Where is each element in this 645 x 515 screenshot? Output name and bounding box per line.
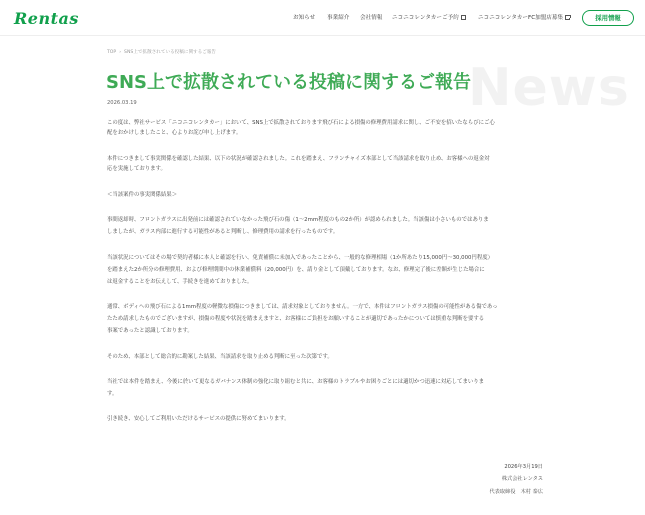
body-line: 応を実施しております。 <box>107 166 166 172</box>
recruit-button[interactable]: 採用情報 <box>582 10 634 26</box>
article-date: 2026.03.19 <box>107 100 137 106</box>
external-link-icon <box>565 15 570 20</box>
breadcrumb-separator-icon: › <box>119 50 122 55</box>
body-line: す。 <box>107 391 118 397</box>
body-line: この度は、弊社サービス「ニコニコレンタカー」において、SNS上で拡散されております飛び石による損傷の修理費用請求に関し、ご不安を招いたならびにご心 <box>107 120 495 126</box>
body-line: たため請求したものでございますが、損傷の程度や状況を踏まえますと、お客様にご負担をお願いすることが適切であったかについては慎重な判断を要する <box>107 316 485 322</box>
body-line: 本件につきまして事実関係を確認した結果、以下の状況が確認されました。これを踏まえ、フランチャイズ本部として当該請求を取り止め、お客様への返金対 <box>107 156 490 162</box>
body-line: 事間返却時、フロントガラスに出発前には確認されていなかった飛び石の傷（1〜2mm程度のもの2か所）が認められました。当該傷は小さいものではありま <box>107 217 489 223</box>
nav-fc-recruit[interactable] <box>478 13 570 21</box>
body-line: 当該状況についてはその場で契約者様に本人と確認を行い、免責補償に未加入であったことから、一般的な修理相場（1か所あたり15,000円〜30,000円程度） <box>107 255 493 261</box>
site-header <box>0 0 645 36</box>
body-line: 通常、ボディへの飛び石による1mm程度の軽微な損傷につきましては、請求対象としておりません。一方で、本件はフロントガラス損傷の可能性がある傷であっ <box>107 304 498 310</box>
nav-business-label: 事業紹介 <box>327 15 350 21</box>
nav-news[interactable] <box>293 13 315 21</box>
news-watermark: News <box>468 58 630 118</box>
body-line: 事案であったと認識しております。 <box>107 328 193 334</box>
body-line: 当社では本件を踏まえ、今後に於いて更なるガバナンス体制の強化に取り組むと共に、お客様のトラブルやお困りごとには適切かつ迅速に対応してまいりま <box>107 379 485 385</box>
signature-representative: 代表取締役 木村 泰広 <box>489 489 543 495</box>
body-line: そのため、本部として総合的に勘案した結果、当該請求を取り止める判断に至った次第です。 <box>107 354 333 360</box>
nav-business[interactable] <box>327 13 349 21</box>
breadcrumb <box>107 49 216 55</box>
body-line: 配をおかけしましたこと、心よりお詫び申し上げます。 <box>107 130 242 136</box>
body-line: を踏まえた2か所分の修理費用、および修理期間中の休業補償料（20,000円）を、請り金として頂戴しております。なお、修理完了後に差額が生じた場合に <box>107 267 485 273</box>
body-line: は返金することをお伝えして、手続きを進めておりました。 <box>107 279 253 285</box>
breadcrumb-current: SNS上で拡散されている投稿に関するご報告 <box>124 50 217 55</box>
nav-company-label: 会社情報 <box>360 15 383 21</box>
nav-fc-recruit-label: ニコニコレンタカーFC加盟店募集 <box>478 15 564 21</box>
nav-news-label: お知らせ <box>293 15 316 21</box>
nav-reservation[interactable] <box>392 13 466 21</box>
signature-date: 2026年3月19日 <box>504 464 543 470</box>
external-link-icon <box>461 15 466 20</box>
body-line: しましたが、ガラス内部に進行する可能性があると判断し、修理費用の請求を行ったものです。 <box>107 229 339 235</box>
nav-company[interactable] <box>360 13 382 21</box>
site-logo[interactable]: Rentas <box>14 9 79 28</box>
section-heading: ＜当該案件の事実関係結果＞ <box>107 192 178 198</box>
nav-reservation-label: ニコニコレンタカーご予約 <box>392 15 459 21</box>
breadcrumb-top[interactable]: TOP <box>107 50 117 55</box>
body-line: 引き続き、安心してご利用いただけるサービスの提供に努めてまいります。 <box>107 416 290 422</box>
page-title: SNS上で拡散されている投稿に関するご報告 <box>106 72 471 93</box>
signature-company: 株式会社レンタス <box>501 476 543 482</box>
